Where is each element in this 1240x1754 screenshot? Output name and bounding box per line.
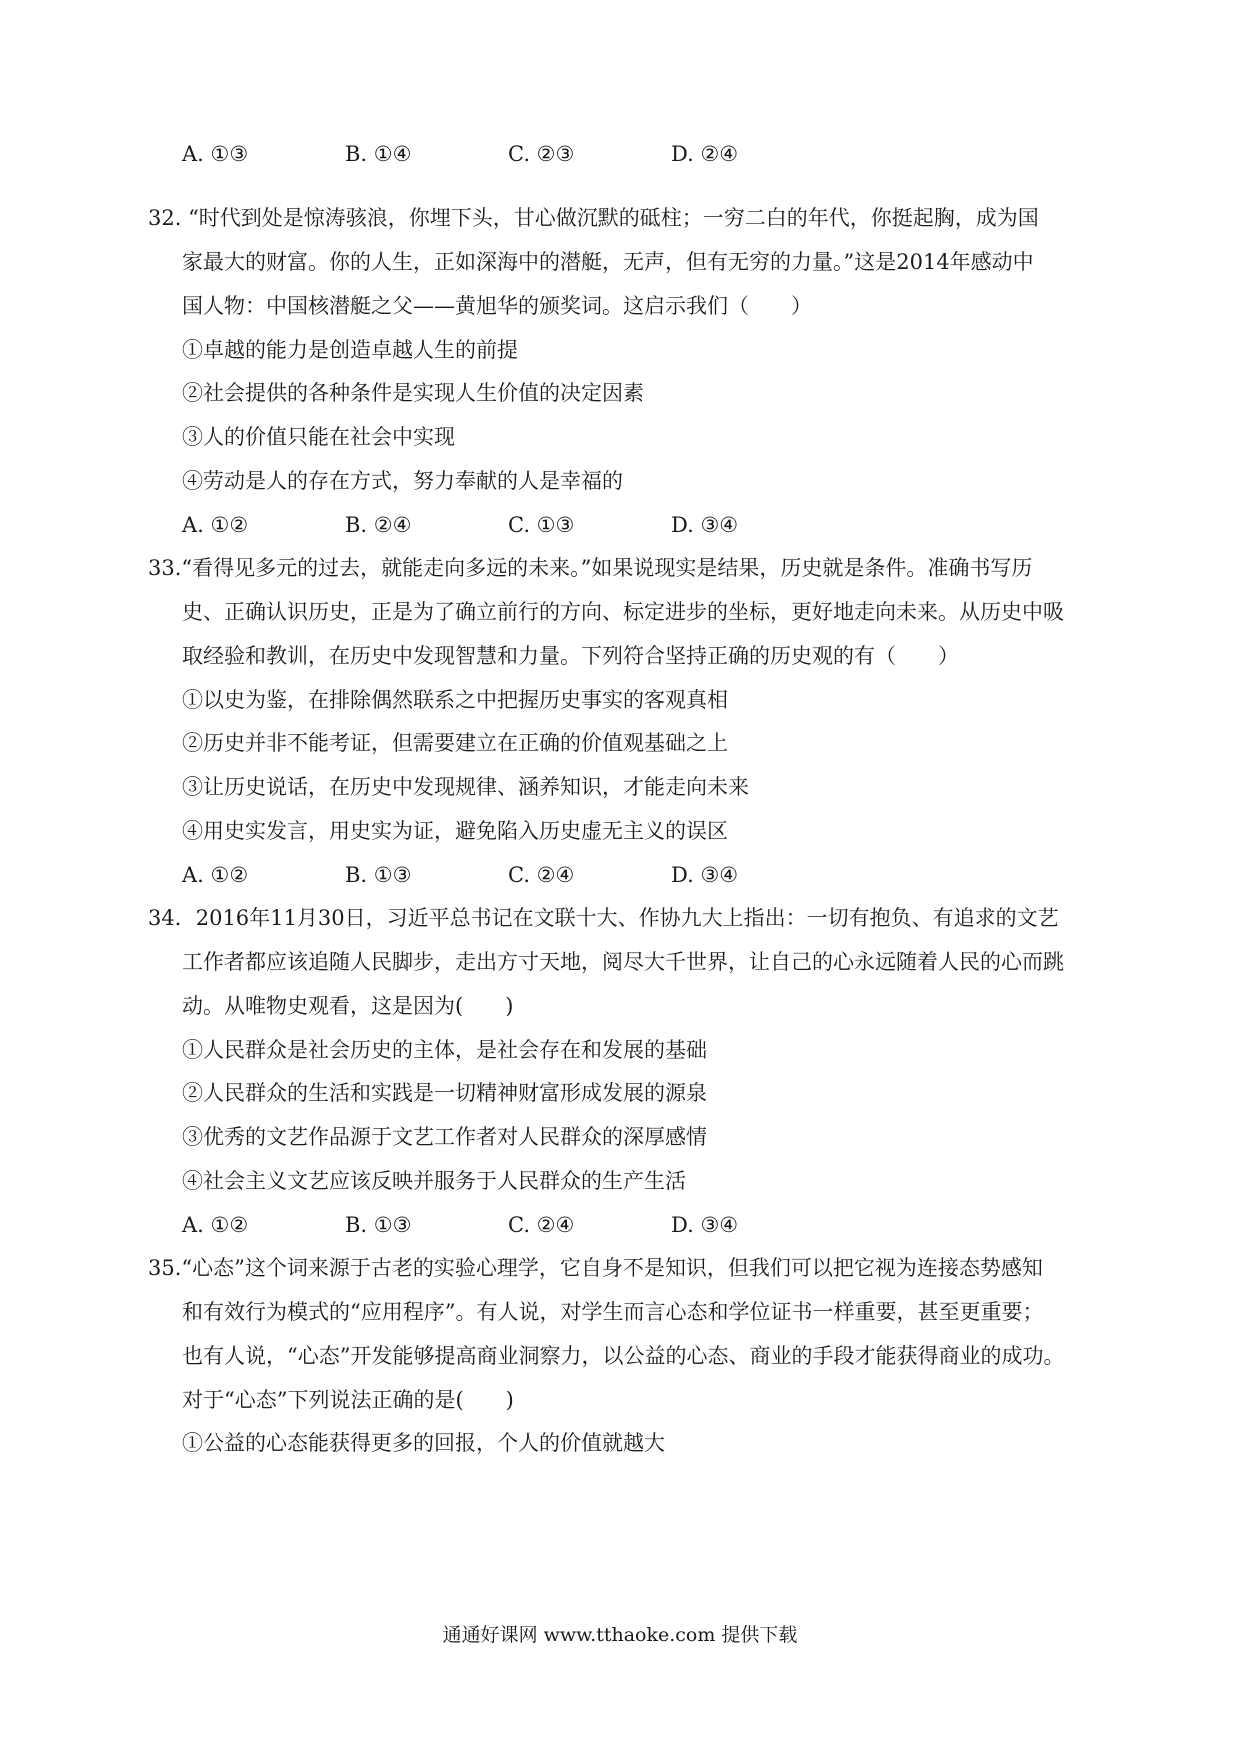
q34-option-d: D. ③④ bbox=[671, 1213, 739, 1237]
q33-option-c: C. ②④ bbox=[508, 863, 575, 887]
q34-option-b: B. ①③ bbox=[345, 1213, 412, 1237]
q32-stem-line-2: 家最大的财富。你的人生，正如深海中的潜艇，无声，但有无穷的力量。”这是2014年感动中 bbox=[182, 250, 1034, 274]
q34-item-2: ②人民群众的生活和实践是一切精神财富形成发展的源泉 bbox=[182, 1081, 707, 1105]
q34-item-4: ④社会主义文艺应该反映并服务于人民群众的生产生活 bbox=[182, 1169, 686, 1193]
q34-item-1: ①人民群众是社会历史的主体，是社会存在和发展的基础 bbox=[182, 1038, 707, 1062]
q34-stem-line-1: 34．2016年11月30日，习近平总书记在文联十大、作协九大上指出：一切有抱负、有追求的文艺 bbox=[148, 906, 1059, 930]
q31-options bbox=[182, 139, 738, 169]
q33-stem-line-1: 33.“看得见多元的过去，就能走向多远的未来。”如果说现实是结果，历史就是条件。准确书写历 bbox=[148, 556, 1033, 580]
q35-stem-line-2: 和有效行为模式的“应用程序”。有人说，对学生而言心态和学位证书一样重要，甚至更重要； bbox=[182, 1300, 1044, 1324]
q32-stem-line-1: 32. “时代到处是惊涛骇浪，你埋下头，甘心做沉默的砥柱；一穷二白的年代，你挺起胸，成为国 bbox=[148, 206, 1039, 230]
q32-item-3: ③人的价值只能在社会中实现 bbox=[182, 425, 455, 449]
q33-options bbox=[182, 860, 738, 890]
q34-option-c: C. ②④ bbox=[508, 1213, 575, 1237]
q31-option-d: D. ②④ bbox=[671, 142, 739, 166]
q33-item-1: ①以史为鉴，在排除偶然联系之中把握历史事实的客观真相 bbox=[182, 688, 728, 712]
q33-option-b: B. ①③ bbox=[345, 863, 412, 887]
q31-option-b: B. ①④ bbox=[345, 142, 412, 166]
q34-options bbox=[182, 1210, 738, 1240]
q32-stem-line-3: 国人物：中国核潜艇之父——黄旭华的颁奖词。这启示我们（ ） bbox=[182, 294, 812, 318]
q33-option-d: D. ③④ bbox=[671, 863, 739, 887]
q34-item-3: ③优秀的文艺作品源于文艺工作者对人民群众的深厚感情 bbox=[182, 1125, 707, 1149]
q35-stem-line-4: 对于“心态”下列说法正确的是( ) bbox=[182, 1388, 514, 1412]
q32-item-2: ②社会提供的各种条件是实现人生价值的决定因素 bbox=[182, 381, 644, 405]
page-footer: 通通好课网 www.tthaoke.com 提供下载 bbox=[442, 1624, 798, 1646]
q32-item-1: ①卓越的能力是创造卓越人生的前提 bbox=[182, 338, 518, 362]
q34-option-a: A. ①② bbox=[182, 1213, 249, 1237]
q32-option-a: A. ①② bbox=[182, 513, 249, 537]
q35-stem-line-1: 35.“心态”这个词来源于古老的实验心理学，它自身不是知识，但我们可以把它视为连接态势感知 bbox=[148, 1256, 1043, 1280]
q35-item-1: ①公益的心态能获得更多的回报，个人的价值就越大 bbox=[182, 1431, 665, 1455]
q31-option-a: A. ①③ bbox=[182, 142, 249, 166]
q34-stem-line-3: 动。从唯物史观看，这是因为( ) bbox=[182, 994, 514, 1018]
q33-option-a: A. ①② bbox=[182, 863, 249, 887]
q31-option-c: C. ②③ bbox=[508, 142, 575, 166]
q33-item-3: ③让历史说话，在历史中发现规律、涵养知识，才能走向未来 bbox=[182, 775, 749, 799]
q32-option-b: B. ②④ bbox=[345, 513, 412, 537]
q33-item-4: ④用史实发言，用史实为证，避免陷入历史虚无主义的误区 bbox=[182, 819, 728, 843]
q32-item-4: ④劳动是人的存在方式，努力奉献的人是幸福的 bbox=[182, 469, 623, 493]
q33-stem-line-3: 取经验和教训，在历史中发现智慧和力量。下列符合坚持正确的历史观的有（ ） bbox=[182, 644, 959, 668]
q32-options bbox=[182, 510, 738, 540]
q32-option-c: C. ①③ bbox=[508, 513, 575, 537]
q32-option-d: D. ③④ bbox=[671, 513, 739, 537]
q33-item-2: ②历史并非不能考证，但需要建立在正确的价值观基础之上 bbox=[182, 731, 728, 755]
q35-stem-line-3: 也有人说，“心态”开发能够提高商业洞察力，以公益的心态、商业的手段才能获得商业的成功。 bbox=[182, 1344, 1065, 1368]
q33-stem-line-2: 史、正确认识历史，正是为了确立前行的方向、标定进步的坐标，更好地走向未来。从历史中吸 bbox=[182, 600, 1064, 624]
q34-stem-line-2: 工作者都应该追随人民脚步，走出方寸天地，阅尽大千世界，让自己的心永远随着人民的心而跳 bbox=[182, 950, 1064, 974]
